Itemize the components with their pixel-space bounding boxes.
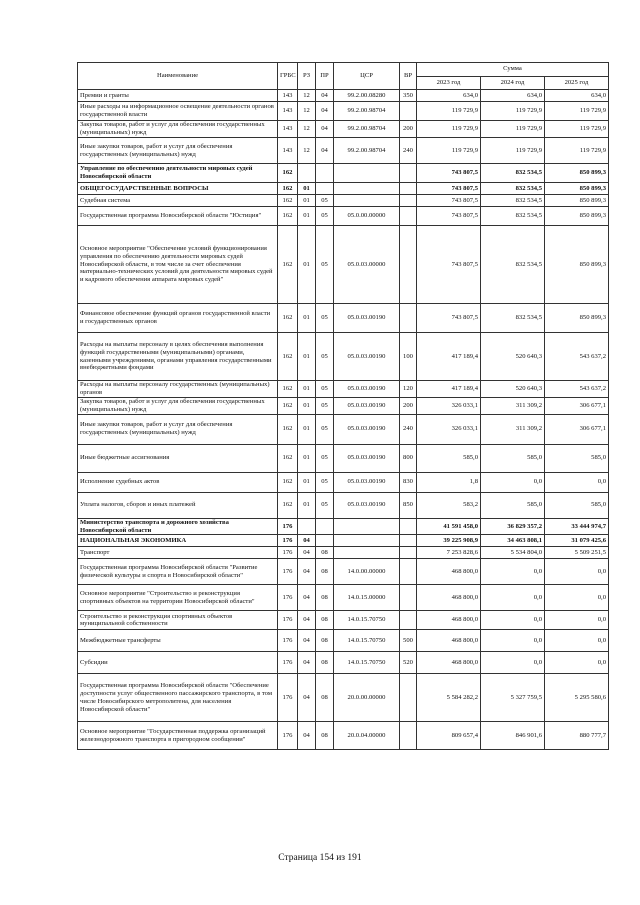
- row-sum-2025: 0,0: [545, 472, 609, 492]
- table-row: [78, 381, 609, 398]
- row-csr: 20.0.00.00000: [334, 674, 400, 722]
- row-name: Судебная система: [78, 195, 278, 207]
- table-row: [78, 547, 609, 559]
- row-grbs: 162: [278, 444, 298, 472]
- row-name: Иные закупки товаров, работ и услуг для обеспечения государственных (муниципальных) нужд: [78, 414, 278, 444]
- row-grbs: 143: [278, 138, 298, 164]
- row-sum-2025: 850 899,3: [545, 183, 609, 195]
- row-pr: [316, 518, 334, 535]
- table-row: [78, 183, 609, 195]
- row-pr: 04: [316, 102, 334, 121]
- row-name: Основное мероприятие "Обеспечение условий функционирования управления по обеспечению деятельности мировых судей Новосибирской области, в том числе за счет обеспечения материально-технических условий для деятельности мировых судей и кадрового обеспечения аппарата мировых судей": [78, 226, 278, 304]
- row-csr: [334, 547, 400, 559]
- table-row: [78, 535, 609, 547]
- row-name: Закупка товаров, работ и услуг для обеспечения государственных (муниципальных) нужд: [78, 121, 278, 138]
- row-csr: 14.0.15.70750: [334, 630, 400, 652]
- table-row: [78, 138, 609, 164]
- row-rz: 01: [298, 444, 316, 472]
- row-name: Управление по обеспечению деятельности мировых судей Новосибирской области: [78, 164, 278, 183]
- table-row: [78, 207, 609, 226]
- row-grbs: 162: [278, 397, 298, 414]
- row-pr: 08: [316, 547, 334, 559]
- row-rz: 12: [298, 102, 316, 121]
- row-vr: 240: [400, 138, 417, 164]
- row-sum-2023: 809 657,4: [417, 722, 481, 750]
- table-row: [78, 630, 609, 652]
- row-name: Межбюджетные трансферты: [78, 630, 278, 652]
- row-sum-2025: 543 637,2: [545, 381, 609, 398]
- row-pr: 05: [316, 414, 334, 444]
- row-sum-2024: 0,0: [481, 611, 545, 630]
- row-sum-2025: 585,0: [545, 444, 609, 472]
- row-sum-2025: 306 677,1: [545, 397, 609, 414]
- row-grbs: 162: [278, 183, 298, 195]
- row-vr: [400, 547, 417, 559]
- row-sum-2024: 832 534,5: [481, 164, 545, 183]
- row-sum-2023: 468 800,0: [417, 559, 481, 585]
- row-csr: [334, 183, 400, 195]
- table-row: [78, 333, 609, 381]
- row-csr: [334, 195, 400, 207]
- row-pr: 08: [316, 652, 334, 674]
- row-pr: 05: [316, 444, 334, 472]
- row-csr: 05.0.03.00000: [334, 226, 400, 304]
- row-pr: 05: [316, 333, 334, 381]
- header-year-2023: 2023 год: [417, 76, 481, 90]
- row-vr: [400, 722, 417, 750]
- row-sum-2025: 0,0: [545, 652, 609, 674]
- row-sum-2023: 585,0: [417, 444, 481, 472]
- row-grbs: 176: [278, 547, 298, 559]
- table-row: [78, 674, 609, 722]
- row-rz: 04: [298, 652, 316, 674]
- row-pr: 08: [316, 611, 334, 630]
- row-vr: [400, 195, 417, 207]
- table-row: [78, 226, 609, 304]
- row-csr: 05.0.03.00190: [334, 414, 400, 444]
- row-pr: 08: [316, 674, 334, 722]
- row-name: Основное мероприятие "Строительство и реконструкция спортивных объектов на территории Новосибирской области": [78, 585, 278, 611]
- row-grbs: 176: [278, 535, 298, 547]
- row-sum-2024: 832 534,5: [481, 195, 545, 207]
- table-row: [78, 472, 609, 492]
- row-name: Исполнение судебных актов: [78, 472, 278, 492]
- row-rz: 04: [298, 547, 316, 559]
- row-sum-2025: 31 079 425,6: [545, 535, 609, 547]
- table-row: [78, 611, 609, 630]
- header-name: Наименование: [78, 63, 278, 90]
- table-row: [78, 722, 609, 750]
- row-sum-2023: 583,2: [417, 492, 481, 518]
- row-sum-2023: 743 807,5: [417, 183, 481, 195]
- row-sum-2023: 119 729,9: [417, 138, 481, 164]
- row-sum-2023: 39 225 908,9: [417, 535, 481, 547]
- row-grbs: 143: [278, 121, 298, 138]
- row-sum-2023: 119 729,9: [417, 121, 481, 138]
- row-grbs: 162: [278, 304, 298, 333]
- row-pr: 04: [316, 90, 334, 102]
- row-sum-2024: 311 309,2: [481, 397, 545, 414]
- row-sum-2024: 634,0: [481, 90, 545, 102]
- row-csr: 99.2.00.98704: [334, 102, 400, 121]
- row-rz: 01: [298, 226, 316, 304]
- row-pr: 05: [316, 492, 334, 518]
- row-sum-2024: 119 729,9: [481, 121, 545, 138]
- row-grbs: 162: [278, 164, 298, 183]
- row-sum-2023: 743 807,5: [417, 207, 481, 226]
- row-csr: 99.2.00.08280: [334, 90, 400, 102]
- row-sum-2023: 743 807,5: [417, 304, 481, 333]
- row-csr: 14.0.15.70750: [334, 652, 400, 674]
- row-sum-2023: 41 591 458,0: [417, 518, 481, 535]
- row-vr: 120: [400, 381, 417, 398]
- row-name: Расходы на выплаты персоналу государственных (муниципальных) органов: [78, 381, 278, 398]
- row-sum-2025: 880 777,7: [545, 722, 609, 750]
- table-row: [78, 121, 609, 138]
- row-pr: 05: [316, 304, 334, 333]
- header-sum: Сумма: [417, 63, 609, 77]
- row-sum-2023: 743 807,5: [417, 164, 481, 183]
- row-grbs: 176: [278, 722, 298, 750]
- row-vr: [400, 518, 417, 535]
- row-sum-2024: 5 534 804,0: [481, 547, 545, 559]
- row-rz: 01: [298, 397, 316, 414]
- row-sum-2024: 520 640,3: [481, 333, 545, 381]
- row-name: Иные закупки товаров, работ и услуг для обеспечения государственных (муниципальных) нужд: [78, 138, 278, 164]
- row-sum-2024: 0,0: [481, 585, 545, 611]
- row-vr: 800: [400, 444, 417, 472]
- row-sum-2025: 850 899,3: [545, 226, 609, 304]
- row-grbs: 162: [278, 195, 298, 207]
- row-pr: 08: [316, 722, 334, 750]
- row-sum-2024: 119 729,9: [481, 102, 545, 121]
- row-name: Иные бюджетные ассигнования: [78, 444, 278, 472]
- row-sum-2025: 850 899,3: [545, 207, 609, 226]
- row-name: Премии и гранты: [78, 90, 278, 102]
- row-sum-2025: 850 899,3: [545, 304, 609, 333]
- row-vr: 350: [400, 90, 417, 102]
- header-pr: ПР: [316, 63, 334, 90]
- row-name: Субсидии: [78, 652, 278, 674]
- table-row: [78, 559, 609, 585]
- row-grbs: 176: [278, 559, 298, 585]
- row-vr: [400, 674, 417, 722]
- row-rz: 12: [298, 138, 316, 164]
- row-pr: 08: [316, 559, 334, 585]
- row-sum-2025: 5 509 251,5: [545, 547, 609, 559]
- table-row: [78, 397, 609, 414]
- table-row: [78, 652, 609, 674]
- row-sum-2023: 326 033,1: [417, 414, 481, 444]
- row-sum-2025: 5 295 580,6: [545, 674, 609, 722]
- row-csr: 99.2.00.98704: [334, 138, 400, 164]
- row-name: НАЦИОНАЛЬНАЯ ЭКОНОМИКА: [78, 535, 278, 547]
- row-vr: [400, 585, 417, 611]
- row-sum-2025: 634,0: [545, 90, 609, 102]
- row-sum-2024: 311 309,2: [481, 414, 545, 444]
- row-rz: 12: [298, 90, 316, 102]
- row-sum-2024: 520 640,3: [481, 381, 545, 398]
- row-csr: 05.0.03.00190: [334, 397, 400, 414]
- row-sum-2023: 634,0: [417, 90, 481, 102]
- row-rz: 01: [298, 183, 316, 195]
- row-rz: 01: [298, 195, 316, 207]
- row-rz: [298, 518, 316, 535]
- row-sum-2025: 306 677,1: [545, 414, 609, 444]
- table-row: [78, 585, 609, 611]
- row-pr: [316, 164, 334, 183]
- row-name: Министерство транспорта и дорожного хозяйства Новосибирской области: [78, 518, 278, 535]
- row-vr: 850: [400, 492, 417, 518]
- row-sum-2024: 832 534,5: [481, 226, 545, 304]
- row-vr: [400, 226, 417, 304]
- row-csr: 05.0.00.00000: [334, 207, 400, 226]
- row-vr: 500: [400, 630, 417, 652]
- row-pr: 08: [316, 585, 334, 611]
- row-rz: 12: [298, 121, 316, 138]
- row-pr: 05: [316, 381, 334, 398]
- row-rz: 04: [298, 535, 316, 547]
- table-row: [78, 195, 609, 207]
- row-sum-2023: 1,8: [417, 472, 481, 492]
- row-rz: 04: [298, 585, 316, 611]
- row-csr: [334, 164, 400, 183]
- row-rz: 01: [298, 304, 316, 333]
- row-sum-2024: 5 327 759,5: [481, 674, 545, 722]
- row-vr: 100: [400, 333, 417, 381]
- row-rz: 04: [298, 630, 316, 652]
- row-pr: [316, 535, 334, 547]
- table-row: [78, 492, 609, 518]
- page-number: Страница 154 из 191: [278, 853, 362, 863]
- row-sum-2023: 119 729,9: [417, 102, 481, 121]
- row-sum-2025: 585,0: [545, 492, 609, 518]
- row-vr: [400, 102, 417, 121]
- row-grbs: 176: [278, 674, 298, 722]
- row-rz: 01: [298, 333, 316, 381]
- row-sum-2024: 585,0: [481, 444, 545, 472]
- row-grbs: 143: [278, 90, 298, 102]
- row-vr: [400, 559, 417, 585]
- row-sum-2024: 0,0: [481, 630, 545, 652]
- row-sum-2025: 0,0: [545, 559, 609, 585]
- budget-table: [77, 62, 609, 750]
- row-sum-2024: 34 463 808,1: [481, 535, 545, 547]
- row-sum-2025: 33 444 974,7: [545, 518, 609, 535]
- row-vr: 830: [400, 472, 417, 492]
- row-grbs: 162: [278, 207, 298, 226]
- row-sum-2024: 0,0: [481, 472, 545, 492]
- row-sum-2025: 850 899,3: [545, 195, 609, 207]
- row-name: Транспорт: [78, 547, 278, 559]
- row-csr: 14.0.15.00000: [334, 585, 400, 611]
- row-vr: [400, 183, 417, 195]
- row-csr: [334, 518, 400, 535]
- row-csr: [334, 535, 400, 547]
- row-sum-2025: 0,0: [545, 611, 609, 630]
- header-year-2025: 2025 год: [545, 76, 609, 90]
- row-grbs: 176: [278, 611, 298, 630]
- row-sum-2023: 468 800,0: [417, 652, 481, 674]
- row-rz: 01: [298, 492, 316, 518]
- row-sum-2023: 468 800,0: [417, 630, 481, 652]
- row-csr: 05.0.03.00190: [334, 381, 400, 398]
- row-grbs: 162: [278, 414, 298, 444]
- header-grbs: ГРБС: [278, 63, 298, 90]
- row-pr: 05: [316, 207, 334, 226]
- row-csr: 05.0.03.00190: [334, 444, 400, 472]
- row-sum-2024: 0,0: [481, 559, 545, 585]
- row-vr: 240: [400, 414, 417, 444]
- row-sum-2023: 5 584 282,2: [417, 674, 481, 722]
- row-sum-2023: 468 800,0: [417, 611, 481, 630]
- row-vr: 200: [400, 397, 417, 414]
- table-body: [78, 90, 609, 750]
- table-row: [78, 518, 609, 535]
- row-csr: 20.0.04.00000: [334, 722, 400, 750]
- row-sum-2023: 7 253 828,6: [417, 547, 481, 559]
- row-csr: 05.0.03.00190: [334, 304, 400, 333]
- row-csr: 05.0.03.00190: [334, 492, 400, 518]
- row-sum-2024: 832 534,5: [481, 183, 545, 195]
- row-rz: 04: [298, 611, 316, 630]
- header-csr: ЦСР: [334, 63, 400, 90]
- row-name: Закупка товаров, работ и услуг для обеспечения государственных (муниципальных) нужд: [78, 397, 278, 414]
- table-row: [78, 90, 609, 102]
- row-grbs: 162: [278, 381, 298, 398]
- row-rz: 04: [298, 722, 316, 750]
- header-rz: РЗ: [298, 63, 316, 90]
- row-grbs: 176: [278, 518, 298, 535]
- row-vr: [400, 535, 417, 547]
- row-pr: 05: [316, 195, 334, 207]
- row-sum-2024: 0,0: [481, 652, 545, 674]
- row-pr: 05: [316, 397, 334, 414]
- row-sum-2024: 36 829 357,2: [481, 518, 545, 535]
- row-sum-2025: 0,0: [545, 585, 609, 611]
- row-rz: 04: [298, 559, 316, 585]
- row-sum-2024: 832 534,5: [481, 304, 545, 333]
- row-pr: 04: [316, 121, 334, 138]
- row-name: ОБЩЕГОСУДАРСТВЕННЫЕ ВОПРОСЫ: [78, 183, 278, 195]
- row-rz: [298, 164, 316, 183]
- row-csr: 05.0.03.00190: [334, 333, 400, 381]
- row-grbs: 143: [278, 102, 298, 121]
- header-vr: ВР: [400, 63, 417, 90]
- row-rz: 01: [298, 414, 316, 444]
- row-grbs: 162: [278, 472, 298, 492]
- row-pr: 08: [316, 630, 334, 652]
- table-row: [78, 304, 609, 333]
- row-name: Государственная программа Новосибирской области "Юстиция": [78, 207, 278, 226]
- row-pr: 04: [316, 138, 334, 164]
- row-rz: 04: [298, 674, 316, 722]
- header-row: [78, 63, 609, 77]
- row-name: Иные расходы на информационное освещение деятельности органов государственной власти: [78, 102, 278, 121]
- row-sum-2024: 585,0: [481, 492, 545, 518]
- row-grbs: 162: [278, 226, 298, 304]
- row-sum-2023: 417 189,4: [417, 333, 481, 381]
- row-sum-2025: 850 899,3: [545, 164, 609, 183]
- row-csr: 05.0.03.00190: [334, 472, 400, 492]
- row-pr: 05: [316, 472, 334, 492]
- row-sum-2023: 743 807,5: [417, 195, 481, 207]
- row-sum-2025: 119 729,9: [545, 138, 609, 164]
- row-name: Строительство и реконструкция спортивных объектов муниципальной собственности: [78, 611, 278, 630]
- row-name: Государственная программа Новосибирской области "Обеспечение доступности услуг общественного пассажирского транспорта, в том числе Новосибирского метрополитена, для населения Новосибирской области": [78, 674, 278, 722]
- row-csr: 99.2.00.98704: [334, 121, 400, 138]
- row-sum-2023: 468 800,0: [417, 585, 481, 611]
- row-vr: [400, 304, 417, 333]
- row-vr: [400, 164, 417, 183]
- row-sum-2023: 326 033,1: [417, 397, 481, 414]
- row-sum-2025: 119 729,9: [545, 121, 609, 138]
- row-name: Государственная программа Новосибирской области "Развитие физической культуры и спорта в Новосибирской области": [78, 559, 278, 585]
- table-row: [78, 444, 609, 472]
- row-csr: 14.0.00.00000: [334, 559, 400, 585]
- row-sum-2023: 743 807,5: [417, 226, 481, 304]
- row-rz: 01: [298, 381, 316, 398]
- table-row: [78, 102, 609, 121]
- row-grbs: 162: [278, 333, 298, 381]
- row-sum-2024: 832 534,5: [481, 207, 545, 226]
- row-vr: [400, 207, 417, 226]
- row-grbs: 162: [278, 492, 298, 518]
- row-rz: 01: [298, 472, 316, 492]
- row-sum-2024: 119 729,9: [481, 138, 545, 164]
- row-vr: [400, 611, 417, 630]
- header-year-2024: 2024 год: [481, 76, 545, 90]
- row-grbs: 176: [278, 652, 298, 674]
- row-name: Основное мероприятие "Государственная поддержка организаций железнодорожного транспорта в пригородном сообщении": [78, 722, 278, 750]
- row-sum-2024: 846 901,6: [481, 722, 545, 750]
- row-grbs: 176: [278, 630, 298, 652]
- table-row: [78, 164, 609, 183]
- row-sum-2025: 119 729,9: [545, 102, 609, 121]
- row-name: Уплата налогов, сборов и иных платежей: [78, 492, 278, 518]
- table-row: [78, 414, 609, 444]
- row-name: Финансовое обеспечение функций органов государственной власти и государственных органов: [78, 304, 278, 333]
- row-vr: 200: [400, 121, 417, 138]
- row-sum-2023: 417 189,4: [417, 381, 481, 398]
- row-grbs: 176: [278, 585, 298, 611]
- row-vr: 520: [400, 652, 417, 674]
- row-csr: 14.0.15.70750: [334, 611, 400, 630]
- row-rz: 01: [298, 207, 316, 226]
- row-sum-2025: 0,0: [545, 630, 609, 652]
- row-pr: 05: [316, 226, 334, 304]
- row-name: Расходы на выплаты персоналу в целях обеспечения выполнения функций государственными (муниципальными) органами, казенными учреждениями, органами управления государственными внебюджетными фондами: [78, 333, 278, 381]
- row-pr: [316, 183, 334, 195]
- row-sum-2025: 543 637,2: [545, 333, 609, 381]
